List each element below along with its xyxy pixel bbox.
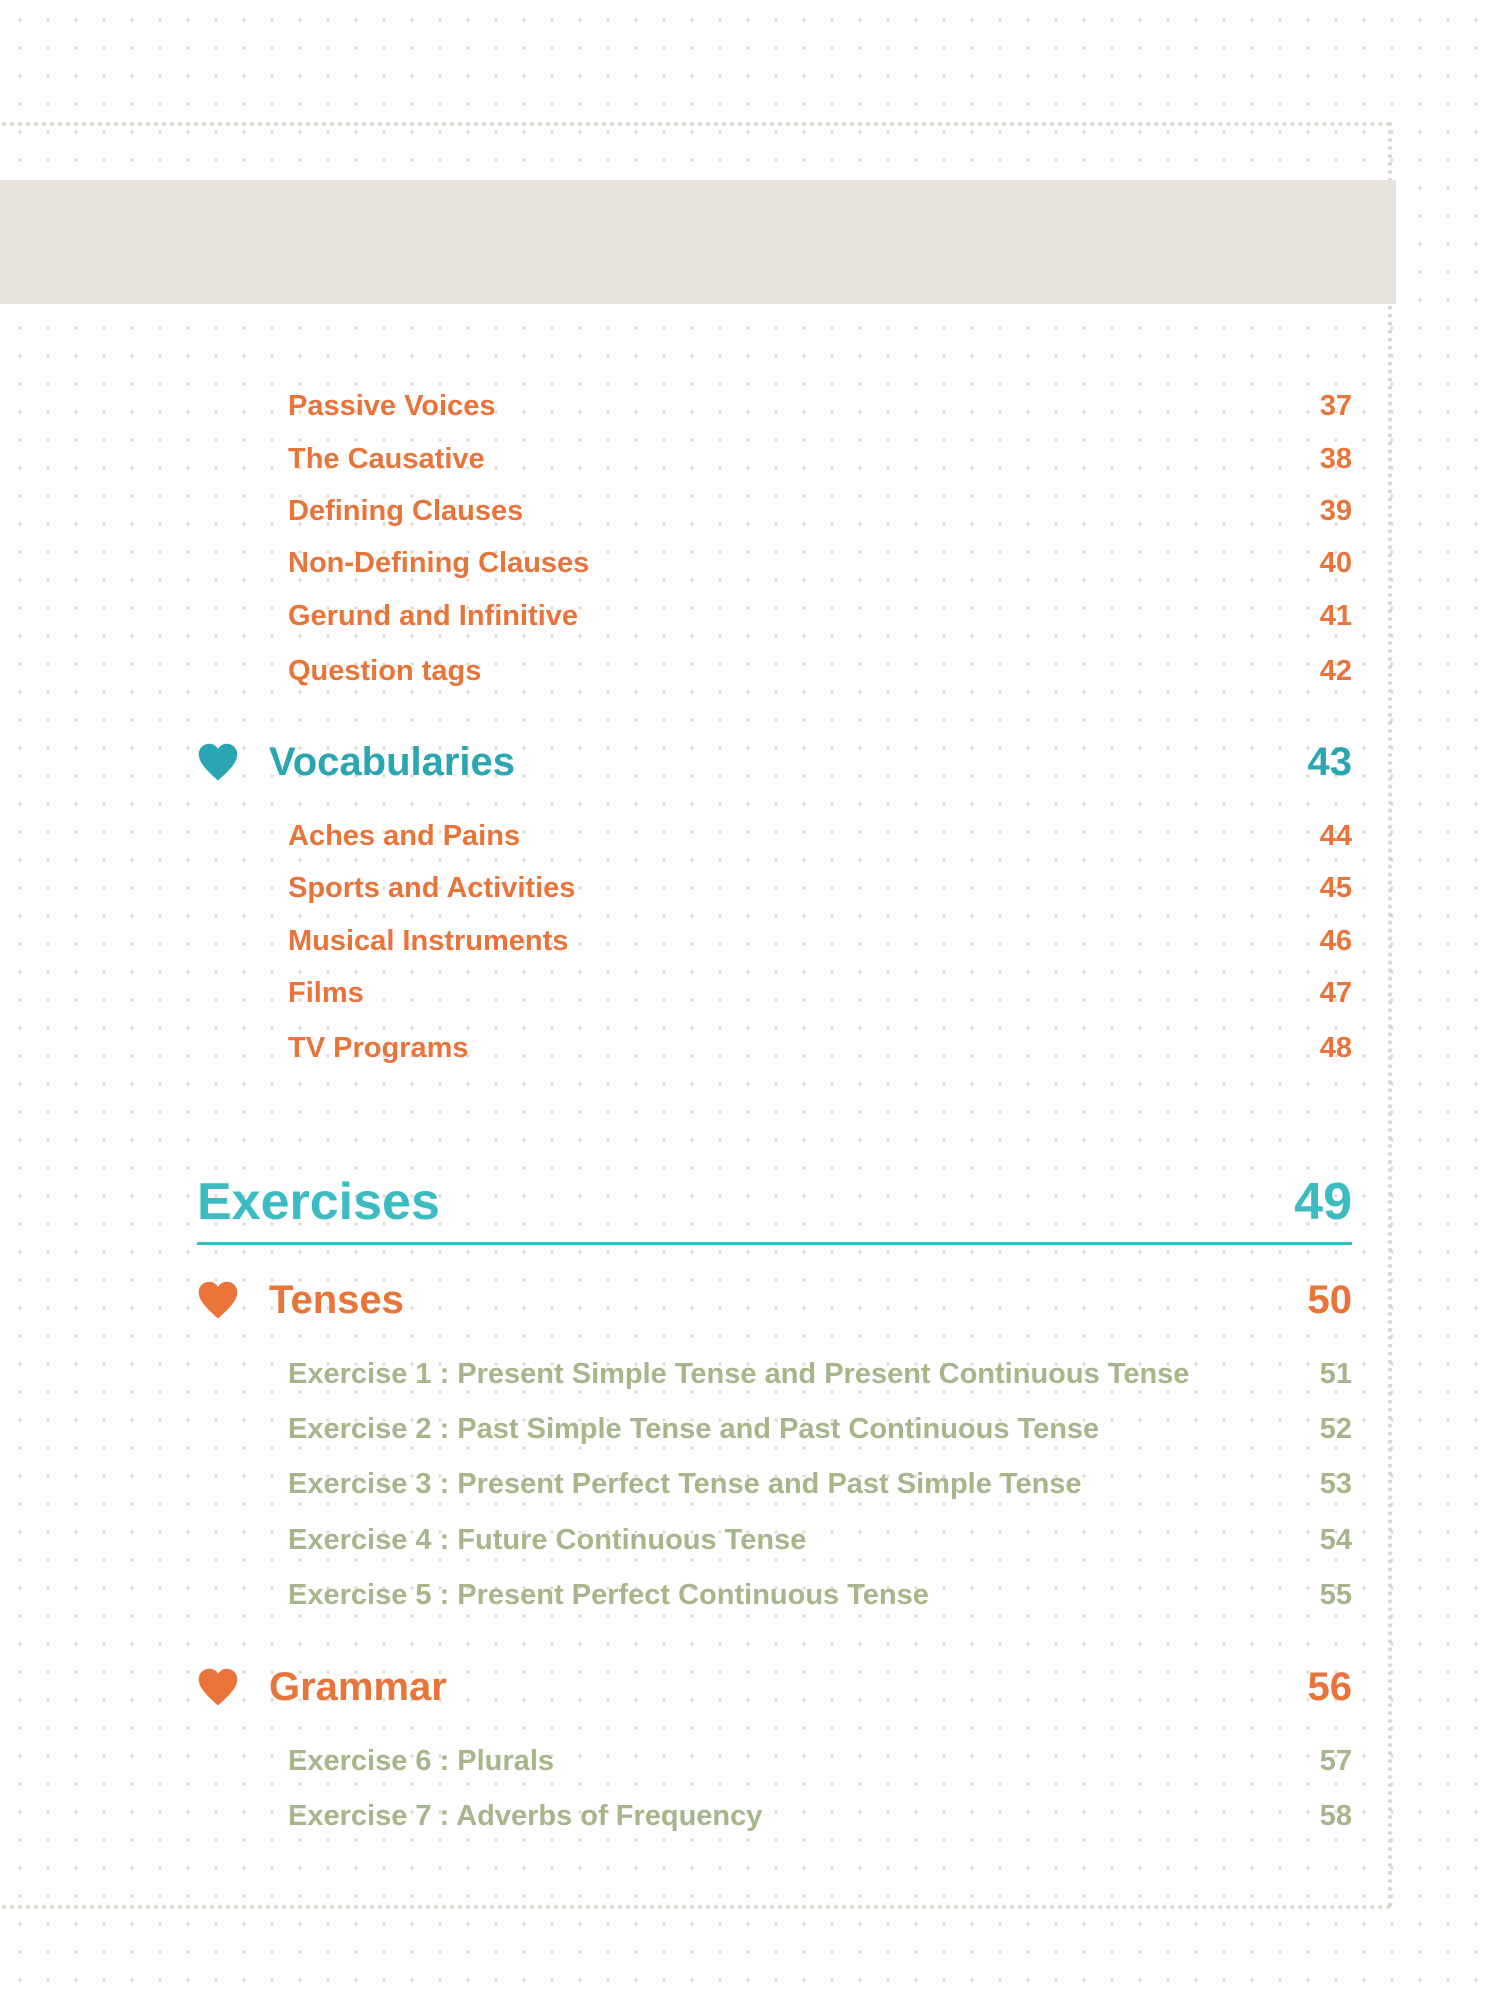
- toc-entry-label: Musical Instruments: [288, 925, 569, 957]
- toc-entry-page: 40: [1319, 547, 1352, 579]
- toc-category-page: 43: [1307, 740, 1352, 784]
- toc-entry-page: 46: [1319, 925, 1352, 957]
- toc-entry-page: 42: [1319, 655, 1352, 687]
- toc-category-label: Tenses: [269, 1278, 404, 1322]
- toc-entry-defining-clauses[interactable]: [288, 495, 1352, 528]
- toc-exercise-3[interactable]: [288, 1468, 1352, 1501]
- toc-category-vocabularies[interactable]: [197, 740, 1352, 785]
- toc-entry-label: TV Programs: [288, 1032, 469, 1064]
- toc-exercise-label: Exercise 3 : Present Perfect Tense and Past Simple Tense: [288, 1468, 1082, 1500]
- toc-exercise-page: 55: [1319, 1579, 1352, 1611]
- toc-exercise-page: 52: [1319, 1413, 1352, 1445]
- toc-entry-label: Gerund and Infinitive: [288, 600, 579, 632]
- toc-entry-page: 44: [1319, 820, 1352, 852]
- toc-entry-label: Aches and Pains: [288, 820, 521, 852]
- toc-entry-page: 48: [1319, 1032, 1352, 1064]
- toc-entry-label: Question tags: [288, 655, 482, 687]
- toc-section-exercises[interactable]: [197, 1172, 1352, 1245]
- toc-entry-label: Passive Voices: [288, 390, 496, 422]
- toc-entry-non-defining-clauses[interactable]: [288, 547, 1352, 580]
- toc-entry-page: 41: [1319, 600, 1352, 632]
- toc-entry-page: 37: [1319, 390, 1352, 422]
- toc-entry-page: 39: [1319, 495, 1352, 527]
- toc-exercise-page: 54: [1319, 1524, 1352, 1556]
- toc-entry-label: The Causative: [288, 443, 485, 475]
- toc-entry-label: Sports and Activities: [288, 872, 576, 904]
- toc-section-label: Exercises: [197, 1173, 440, 1231]
- toc-exercise-label: Exercise 6 : Plurals: [288, 1745, 554, 1777]
- toc-entry-question-tags[interactable]: [288, 655, 1352, 688]
- toc-entry-the-causative[interactable]: [288, 443, 1352, 476]
- toc-category-label: Grammar: [269, 1665, 447, 1709]
- toc-entry-label: Non-Defining Clauses: [288, 547, 590, 579]
- toc-category-label: Vocabularies: [269, 740, 516, 784]
- toc-entry-sports-and-activities[interactable]: [288, 872, 1352, 905]
- toc-category-grammar[interactable]: [197, 1665, 1352, 1710]
- toc-section-page: 49: [1294, 1173, 1352, 1231]
- toc-exercise-6[interactable]: [288, 1745, 1352, 1778]
- toc-entry-label: Films: [288, 977, 364, 1009]
- toc-exercise-1[interactable]: [288, 1358, 1352, 1391]
- toc-exercise-page: 58: [1319, 1800, 1352, 1832]
- toc-entry-gerund-and-infinitive[interactable]: [288, 600, 1352, 633]
- toc-entry-musical-instruments[interactable]: [288, 925, 1352, 958]
- heart-icon: [197, 1280, 239, 1322]
- toc-entry-page: 45: [1319, 872, 1352, 904]
- toc-exercise-2[interactable]: [288, 1413, 1352, 1446]
- toc-exercise-4[interactable]: [288, 1524, 1352, 1557]
- toc-exercise-label: Exercise 2 : Past Simple Tense and Past Continuous Tense: [288, 1413, 1100, 1445]
- toc-exercise-page: 53: [1319, 1468, 1352, 1500]
- header-banner: [0, 180, 1396, 304]
- toc-exercise-5[interactable]: [288, 1579, 1352, 1612]
- toc-entry-tv-programs[interactable]: [288, 1032, 1352, 1065]
- toc-category-page: 56: [1307, 1665, 1352, 1709]
- toc-exercise-page: 51: [1319, 1358, 1352, 1390]
- toc-entry-aches-and-pains[interactable]: [288, 820, 1352, 853]
- toc-exercise-page: 57: [1319, 1745, 1352, 1777]
- toc-exercise-label: Exercise 4 : Future Continuous Tense: [288, 1524, 807, 1556]
- toc-entry-passive-voices[interactable]: [288, 390, 1352, 423]
- toc-entry-label: Defining Clauses: [288, 495, 524, 527]
- toc-entry-page: 38: [1319, 443, 1352, 475]
- toc-exercise-label: Exercise 7 : Adverbs of Frequency: [288, 1800, 763, 1832]
- toc-exercise-label: Exercise 5 : Present Perfect Continuous Tense: [288, 1579, 929, 1611]
- toc-category-page: 50: [1307, 1278, 1352, 1322]
- heart-icon: [197, 742, 239, 784]
- toc-category-tenses[interactable]: [197, 1278, 1352, 1323]
- toc-exercise-label: Exercise 1 : Present Simple Tense and Present Continuous Tense: [288, 1358, 1190, 1390]
- toc-entry-page: 47: [1319, 977, 1352, 1009]
- toc-entry-films[interactable]: [288, 977, 1352, 1010]
- heart-icon: [197, 1667, 239, 1709]
- toc-exercise-7[interactable]: [288, 1800, 1352, 1833]
